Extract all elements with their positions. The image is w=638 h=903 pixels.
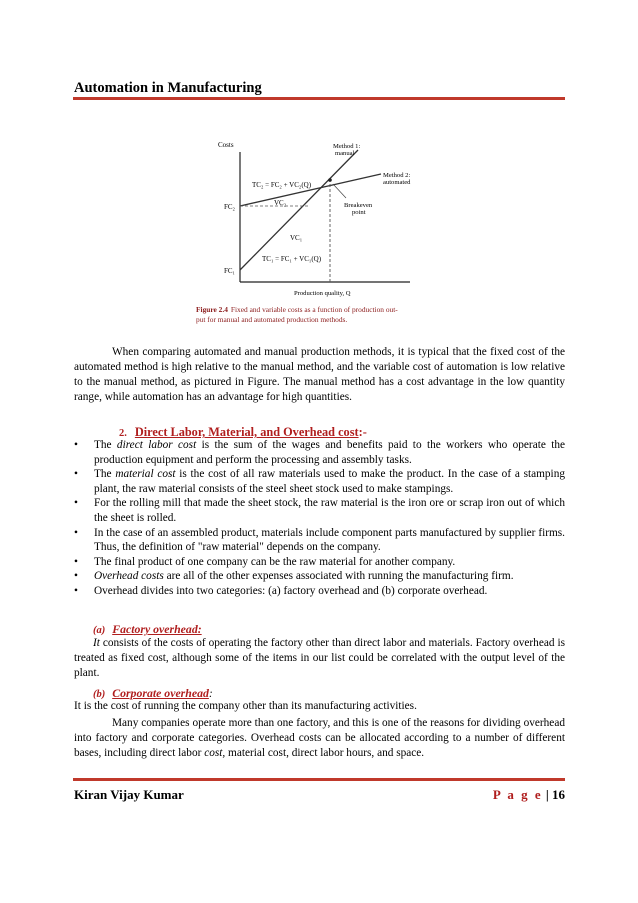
caption-text-1: Fixed and variable costs as a function of production out-	[230, 305, 398, 314]
page-separator: |	[542, 787, 552, 802]
corporate-overhead-definition: It is the cost of running the company other than its manufacturing activities.	[74, 700, 417, 712]
page-header-title: Automation in Manufacturing	[74, 80, 262, 96]
bullet-text: For the rolling mill that made the sheet stock, the raw material is the iron ore or scrap iron out of which the sheet is rolled.	[94, 497, 565, 524]
section-number: 2.	[119, 428, 127, 439]
page-number: 16	[552, 787, 565, 802]
subheading-colon: :	[208, 686, 213, 700]
bullet-text: Overhead divides into two categories: (a) factory overhead and (b) corporate overhead.	[94, 584, 488, 597]
breakeven-point	[328, 178, 332, 182]
vc1-label: VC₁	[290, 234, 303, 242]
bullet-text: are all of the other expenses associated with running the manufacturing firm.	[163, 570, 514, 583]
bullet-text: The	[94, 468, 116, 481]
list-item	[74, 526, 565, 555]
footer-rule	[73, 778, 565, 781]
list-item	[74, 584, 565, 599]
paragraph-emphasis: cost,	[204, 747, 226, 759]
page-label: P a g e	[492, 787, 543, 802]
factory-overhead-paragraph	[74, 636, 565, 681]
bullet-emphasis: direct labor cost	[116, 439, 197, 451]
intro-paragraph: When comparing automated and manual production methods, it is typical that the fixed cost of the automated method is high relative to the manual method, and the variable cost of automation is low relative to the manual method, as pictured in Figure. The manual method has a cost advantage in the low quantity range, while automation has an advantage for high quantities.	[74, 346, 565, 403]
figure-caption-line2: put for manual and automated production methods.	[196, 315, 348, 324]
bullet-text: In the case of an assembled product, materials include component parts manufactured by supplier firms. Thus, the definition of "raw material" depends on the company.	[94, 526, 565, 554]
paragraph-emphasis: It	[93, 637, 100, 649]
bullet-text: is the cost of all raw materials used to make the product. In the case of a stamping plant, the raw material consists of the steel sheet stock used to make stampings.	[94, 468, 565, 495]
subheading-label: (b)	[93, 689, 106, 700]
cost-chart	[196, 134, 470, 330]
section-suffix: :-	[358, 425, 367, 439]
bullet-icon: •	[74, 526, 78, 539]
x-axis-label: Production quality, Q	[294, 290, 351, 297]
fc1-label: FC₁	[224, 267, 236, 275]
breakeven-label-1: Breakeven	[344, 202, 373, 209]
method1-label-2: manual	[335, 150, 355, 157]
bullet-text: The final product of one company can be the raw material for another company.	[94, 555, 456, 568]
bullet-icon: •	[74, 555, 78, 568]
footer-author: Kiran Vijay Kumar	[74, 787, 184, 802]
header-rule	[73, 97, 565, 100]
method1-line	[240, 150, 358, 270]
breakeven-leader	[333, 184, 346, 198]
caption-label: Figure 2.4	[196, 305, 228, 314]
bullet-text: The	[94, 439, 117, 451]
list-item	[74, 438, 565, 467]
paragraph-text: consists of the costs of operating the factory other than direct labor and materials. Factory overhead is treated as fixed cost, although some of the items in our list could be correlated with the output level of the plant.	[74, 637, 565, 679]
method2-label-1: Method 2:	[383, 172, 411, 179]
figure-caption-line1	[196, 305, 398, 314]
subheading-label: (a)	[93, 625, 106, 636]
cost-figure	[196, 134, 470, 330]
bullet-emphasis: material cost	[115, 468, 176, 481]
factory-overhead-heading	[93, 622, 202, 637]
bullet-text: is the sum of the wages and benefits paid to the workers who operate the production equipment and perform the processing and assembly tasks.	[94, 439, 566, 466]
subheading-title: Corporate overhead	[112, 686, 209, 700]
cost-bullet-list	[74, 438, 565, 599]
bullet-icon: •	[74, 497, 78, 510]
bullet-icon: •	[74, 584, 78, 597]
y-axis-label: Costs	[218, 141, 234, 149]
bullet-icon: •	[74, 439, 78, 451]
breakeven-label-2: point	[352, 209, 366, 216]
method2-label-2: automated	[383, 179, 411, 186]
method1-label-1: Method 1:	[333, 143, 361, 150]
tc2-equation: TC₂ = FC₂ + VC₂(Q)	[252, 181, 312, 189]
fc2-label: FC₂	[224, 203, 236, 211]
bullet-emphasis: Overhead costs	[94, 570, 164, 583]
paragraph-text: material cost, direct labor hours, and space.	[225, 747, 425, 759]
list-item	[74, 555, 565, 570]
tc1-equation: TC₁ = FC₁ + VC₁(Q)	[262, 255, 322, 263]
bullet-icon: •	[74, 570, 78, 583]
section-title: Direct Labor, Material, and Overhead cost	[134, 425, 359, 439]
list-item	[74, 467, 565, 496]
corporate-overhead-paragraph	[74, 716, 565, 761]
vc2-label: VC₂	[274, 199, 287, 207]
bullet-icon: •	[74, 468, 78, 481]
list-item	[74, 569, 565, 584]
subheading-title: Factory overhead:	[112, 622, 202, 636]
footer-page	[493, 787, 565, 803]
list-item	[74, 496, 565, 525]
paragraph-text: Many companies operate more than one factory, and this is one of the reasons for dividing overhead into factory and corporate categories. Overhead costs can be allocated according to a number of different bases, including direct labor	[74, 717, 565, 759]
